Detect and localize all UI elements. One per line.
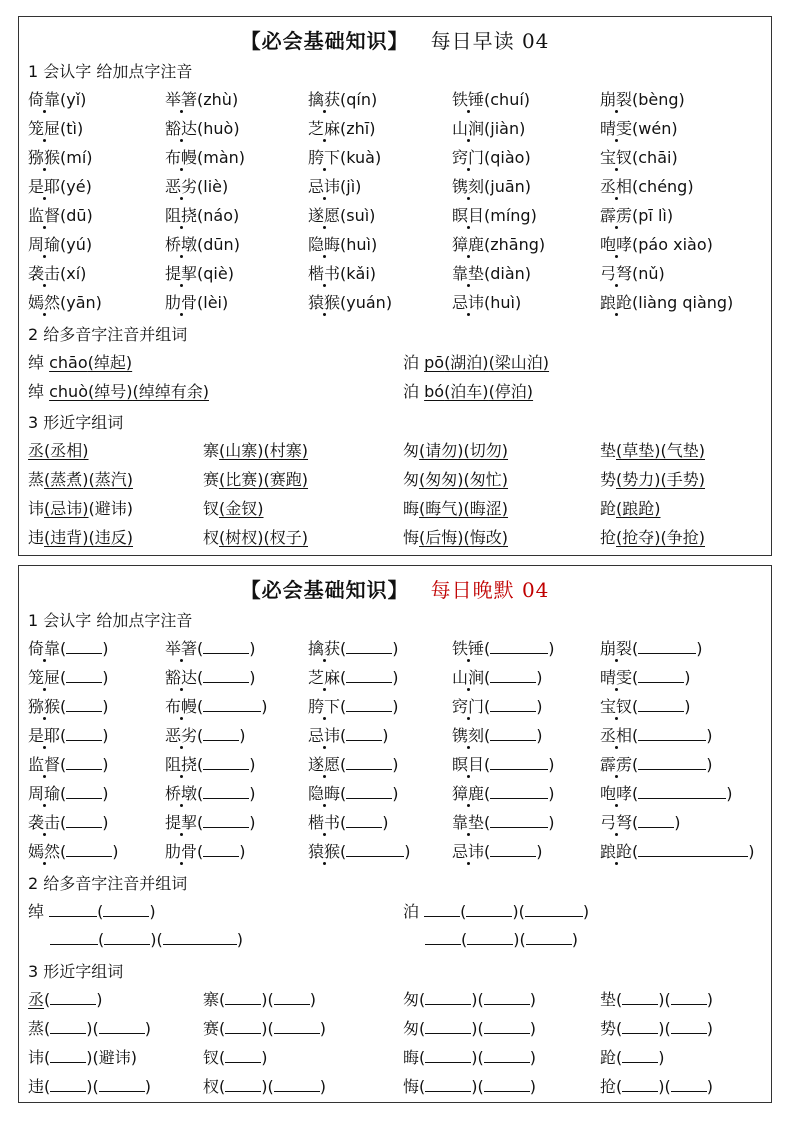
answer-blank[interactable] — [66, 840, 112, 857]
blank-row: 袭击( ) 提挈( ) 楷书( ) 靠垫( ) 弓弩( ) — [28, 810, 768, 838]
similar-blank-row: 丞( ) 寨( )( ) 匆( )( ) 垫( )( ) — [28, 990, 713, 1009]
pinyin-item: 崩裂(bèng) — [600, 87, 685, 110]
answer-blank[interactable] — [638, 753, 706, 770]
answer-blank[interactable] — [274, 1075, 320, 1092]
pinyin-item: 猕猴(mí) — [28, 145, 93, 168]
answer-blank[interactable] — [622, 1046, 658, 1063]
answer-blank[interactable] — [484, 988, 530, 1005]
pinyin-item: 楷书(kǎi) — [308, 261, 376, 284]
polyphone-row — [28, 350, 768, 378]
answer-blank[interactable] — [346, 753, 392, 770]
pinyin-item: 晴雯(wén) — [600, 116, 678, 139]
answer-blank[interactable] — [346, 724, 382, 741]
blank-row: 监督( ) 阻挠( ) 遂愿( ) 瞑目( ) 霹雳( ) — [28, 752, 768, 780]
answer-blank[interactable] — [50, 1075, 86, 1092]
answer-blank[interactable] — [66, 782, 102, 799]
pinyin-item: 肋骨(lèi) — [165, 290, 228, 313]
answer-blank[interactable] — [225, 1017, 261, 1034]
evening-dictation-panel — [18, 565, 772, 1103]
pinyin-item: 猿猴(yuán) — [308, 290, 392, 313]
answer-blank[interactable] — [346, 666, 392, 683]
answer-blank[interactable] — [346, 782, 392, 799]
morning-reading-panel — [18, 16, 772, 556]
title-text: 【必会基础知识】 — [240, 29, 409, 53]
pinyin-item: 是耶(yé) — [28, 174, 92, 197]
answer-blank[interactable] — [490, 753, 548, 770]
title-text: 【必会基础知识】 — [240, 578, 409, 602]
section1-heading: 1 会认字 给加点字注音 — [28, 62, 193, 81]
similar-row — [28, 525, 768, 553]
similar-item: 垫(草垫)(气垫) — [600, 441, 706, 460]
answer-blank[interactable] — [225, 1046, 261, 1063]
similar-row — [28, 438, 768, 466]
pinyin-item: 弓弩(nǔ) — [600, 261, 665, 284]
answer-blank[interactable] — [203, 666, 249, 683]
answer-blank[interactable] — [424, 900, 460, 917]
answer-blank[interactable] — [274, 1017, 320, 1034]
pinyin-item: 阻挠(náo) — [165, 203, 239, 226]
blank-row: 倚靠( ) 举箸( ) 擒获( ) 铁锤( ) 崩裂( ) — [28, 636, 768, 664]
blank-row: 笼屉( ) 豁达( ) 芝麻( ) 山涧( ) 晴雯( ) — [28, 665, 768, 693]
answer-blank[interactable] — [346, 637, 392, 654]
answer-blank[interactable] — [346, 811, 382, 828]
answer-blank[interactable] — [638, 840, 748, 857]
answer-blank[interactable] — [163, 928, 237, 945]
pinyin-item: 芝麻(zhī) — [308, 116, 375, 139]
section2-heading: 2 给多音字注音并组词 — [28, 874, 188, 893]
pinyin-item: 桥墩(dūn) — [165, 232, 240, 255]
answer-blank[interactable] — [203, 840, 239, 857]
answer-blank[interactable] — [50, 928, 98, 945]
answer-blank[interactable] — [490, 811, 548, 828]
answer-blank[interactable] — [671, 988, 707, 1005]
pinyin-item: 镌刻(juān) — [452, 174, 531, 197]
pinyin-item: 袭击(xí) — [28, 261, 86, 284]
answer-blank[interactable] — [638, 811, 674, 828]
answer-blank[interactable] — [66, 811, 102, 828]
pinyin-row — [28, 87, 768, 115]
answer-blank[interactable] — [203, 782, 249, 799]
answer-blank[interactable] — [425, 928, 461, 945]
answer-blank[interactable] — [203, 724, 239, 741]
pinyin-item: 铁锤(chuí) — [452, 87, 530, 110]
pinyin-item: 靠垫(diàn) — [452, 261, 531, 284]
pinyin-item: 瞑目(míng) — [452, 203, 537, 226]
similar-row — [28, 467, 768, 495]
pinyin-row — [28, 145, 768, 173]
answer-blank[interactable] — [490, 724, 536, 741]
polyphone-item: 绰 chuò(绰号)(绰绰有余) — [28, 382, 209, 401]
answer-blank[interactable] — [203, 695, 261, 712]
answer-blank[interactable] — [622, 1017, 658, 1034]
pinyin-item: 遂愿(suì) — [308, 203, 375, 226]
morning-title — [19, 25, 771, 54]
answer-blank[interactable] — [99, 1075, 145, 1092]
answer-blank[interactable] — [203, 753, 249, 770]
pinyin-item: 嫣然(yān) — [28, 290, 102, 313]
similar-item: 匆(匆匆)(匆忙) — [403, 470, 509, 489]
blank-row: 猕猴( ) 布幔( ) 胯下( ) 窍门( ) 宝钗( ) — [28, 694, 768, 722]
answer-blank[interactable] — [66, 695, 102, 712]
section1-heading: 1 会认字 给加点字注音 — [28, 611, 193, 630]
answer-blank[interactable] — [671, 1075, 707, 1092]
pinyin-item: 监督(dū) — [28, 203, 93, 226]
answer-blank[interactable] — [490, 637, 548, 654]
similar-item: 悔(后悔)(悔改) — [403, 528, 509, 547]
similar-item: 匆(请勿)(切勿) — [403, 441, 509, 460]
pinyin-item: 周瑜(yú) — [28, 232, 92, 255]
answer-blank[interactable] — [203, 811, 249, 828]
answer-blank[interactable] — [525, 900, 583, 917]
similar-item: 违(违背)(违反) — [28, 528, 134, 547]
morning-subtitle: 每日早读 04 — [430, 29, 550, 53]
pinyin-row — [28, 232, 768, 260]
answer-blank[interactable] — [466, 900, 512, 917]
pinyin-item: 獐鹿(zhāng) — [452, 232, 545, 255]
answer-blank[interactable] — [484, 1075, 530, 1092]
pinyin-row — [28, 116, 768, 144]
pinyin-item: 笼屉(tì) — [28, 116, 83, 139]
similar-blank-row: 违( )( ) 杈( )( ) 悔( )( ) 抢( )( ) — [28, 1077, 713, 1096]
section3-heading: 3 形近字组词 — [28, 962, 124, 981]
answer-blank[interactable] — [638, 695, 684, 712]
answer-blank[interactable] — [225, 1075, 261, 1092]
answer-blank[interactable] — [638, 782, 726, 799]
answer-blank[interactable] — [66, 753, 102, 770]
blank-row: 嫣然( ) 肋骨( ) 猿猴( ) 忌讳( ) 踉跄( ) — [28, 839, 768, 867]
answer-blank[interactable] — [425, 1017, 471, 1034]
similar-row — [28, 496, 768, 524]
similar-item: 晦(晦气)(晦涩) — [403, 499, 509, 518]
pinyin-item: 宝钗(chāi) — [600, 145, 678, 168]
pinyin-item: 胯下(kuà) — [308, 145, 381, 168]
pinyin-item: 恶劣(liè) — [165, 174, 228, 197]
answer-blank[interactable] — [66, 724, 102, 741]
pinyin-item: 忌讳(jì) — [308, 174, 361, 197]
answer-blank[interactable] — [50, 988, 96, 1005]
polyphone-blank-row: ( )( ) ( )( ) — [28, 928, 768, 956]
answer-blank[interactable] — [622, 988, 658, 1005]
pinyin-item: 豁达(huò) — [165, 116, 240, 139]
similar-item: 寨(山寨)(村寨) — [203, 441, 309, 460]
answer-blank[interactable] — [622, 1075, 658, 1092]
pinyin-row — [28, 174, 768, 202]
answer-blank[interactable] — [638, 637, 696, 654]
answer-blank[interactable] — [425, 1046, 471, 1063]
pinyin-item: 提挈(qiè) — [165, 261, 234, 284]
pinyin-item: 擒获(qín) — [308, 87, 377, 110]
evening-title — [19, 574, 771, 603]
similar-item: 赛(比赛)(赛跑) — [203, 470, 309, 489]
answer-blank[interactable] — [490, 840, 536, 857]
answer-blank[interactable] — [49, 900, 97, 917]
answer-blank[interactable] — [104, 928, 150, 945]
blank-row: 是耶( ) 恶劣( ) 忌讳( ) 镌刻( ) 丞相( ) — [28, 723, 768, 751]
section3-heading: 3 形近字组词 — [28, 413, 124, 432]
answer-blank[interactable] — [638, 724, 706, 741]
polyphone-blank-row: 绰 ( ) 泊 ( )( ) — [28, 902, 590, 921]
similar-item: 势(势力)(手势) — [600, 470, 706, 489]
answer-blank[interactable] — [467, 928, 513, 945]
polyphone-item: 泊 pō(湖泊)(梁山泊) — [403, 353, 550, 372]
pinyin-item: 山涧(jiàn) — [452, 116, 525, 139]
pinyin-item: 布幔(màn) — [165, 145, 245, 168]
answer-blank[interactable] — [203, 637, 249, 654]
pinyin-item: 隐晦(huì) — [308, 232, 377, 255]
pinyin-row — [28, 203, 768, 231]
similar-blank-row: 蒸( )( ) 赛( )( ) 匆( )( ) 势( )( ) — [28, 1019, 713, 1038]
pinyin-row — [28, 261, 768, 289]
polyphone-row — [28, 379, 768, 407]
polyphone-item: 绰 chāo(绰起) — [28, 353, 133, 372]
similar-blank-row: 讳( )(避讳) 钗( ) 晦( )( ) 跄( ) — [28, 1048, 665, 1067]
pinyin-item: 踉跄(liàng qiàng) — [600, 290, 733, 313]
pinyin-row — [28, 290, 768, 318]
answer-blank[interactable] — [526, 928, 572, 945]
section2-heading: 2 给多音字注音并组词 — [28, 325, 188, 344]
evening-subtitle: 每日晚默 04 — [430, 578, 550, 602]
answer-blank[interactable] — [346, 695, 392, 712]
answer-blank[interactable] — [50, 1017, 86, 1034]
answer-blank[interactable] — [50, 1046, 86, 1063]
answer-blank[interactable] — [638, 666, 684, 683]
pinyin-item: 咆哮(páo xiào) — [600, 232, 713, 255]
answer-blank[interactable] — [274, 988, 310, 1005]
similar-item: 蒸(蒸煮)(蒸汽) — [28, 470, 134, 489]
answer-blank[interactable] — [225, 988, 261, 1005]
answer-blank[interactable] — [425, 988, 471, 1005]
answer-blank[interactable] — [66, 637, 102, 654]
answer-blank[interactable] — [671, 1017, 707, 1034]
answer-blank[interactable] — [346, 840, 404, 857]
answer-blank[interactable] — [66, 666, 102, 683]
answer-blank[interactable] — [103, 900, 149, 917]
similar-item: 跄(踉跄) — [600, 499, 661, 518]
pinyin-item: 丞相(chéng) — [600, 174, 694, 197]
similar-item: 丞(丞相) — [28, 441, 89, 460]
answer-blank[interactable] — [490, 782, 548, 799]
pinyin-item: 举箸(zhù) — [165, 87, 238, 110]
similar-item: 钗(金钗) — [203, 499, 264, 518]
blank-row: 周瑜( ) 桥墩( ) 隐晦( ) 獐鹿( ) 咆哮( ) — [28, 781, 768, 809]
pinyin-item: 忌讳(huì) — [452, 290, 521, 313]
pinyin-item: 倚靠(yǐ) — [28, 87, 86, 110]
answer-blank[interactable] — [484, 1017, 530, 1034]
polyphone-item: 泊 bó(泊车)(停泊) — [403, 382, 534, 401]
similar-item: 杈(树杈)(杈子) — [203, 528, 309, 547]
answer-blank[interactable] — [490, 666, 536, 683]
answer-blank[interactable] — [425, 1075, 471, 1092]
answer-blank[interactable] — [99, 1017, 145, 1034]
pinyin-item: 霹雳(pī lì) — [600, 203, 673, 226]
answer-blank[interactable] — [484, 1046, 530, 1063]
similar-item: 抢(抢夺)(争抢) — [600, 528, 706, 547]
similar-item: 讳(忌讳)(避讳) — [28, 499, 134, 518]
answer-blank[interactable] — [490, 695, 536, 712]
pinyin-item: 窍门(qiào) — [452, 145, 531, 168]
